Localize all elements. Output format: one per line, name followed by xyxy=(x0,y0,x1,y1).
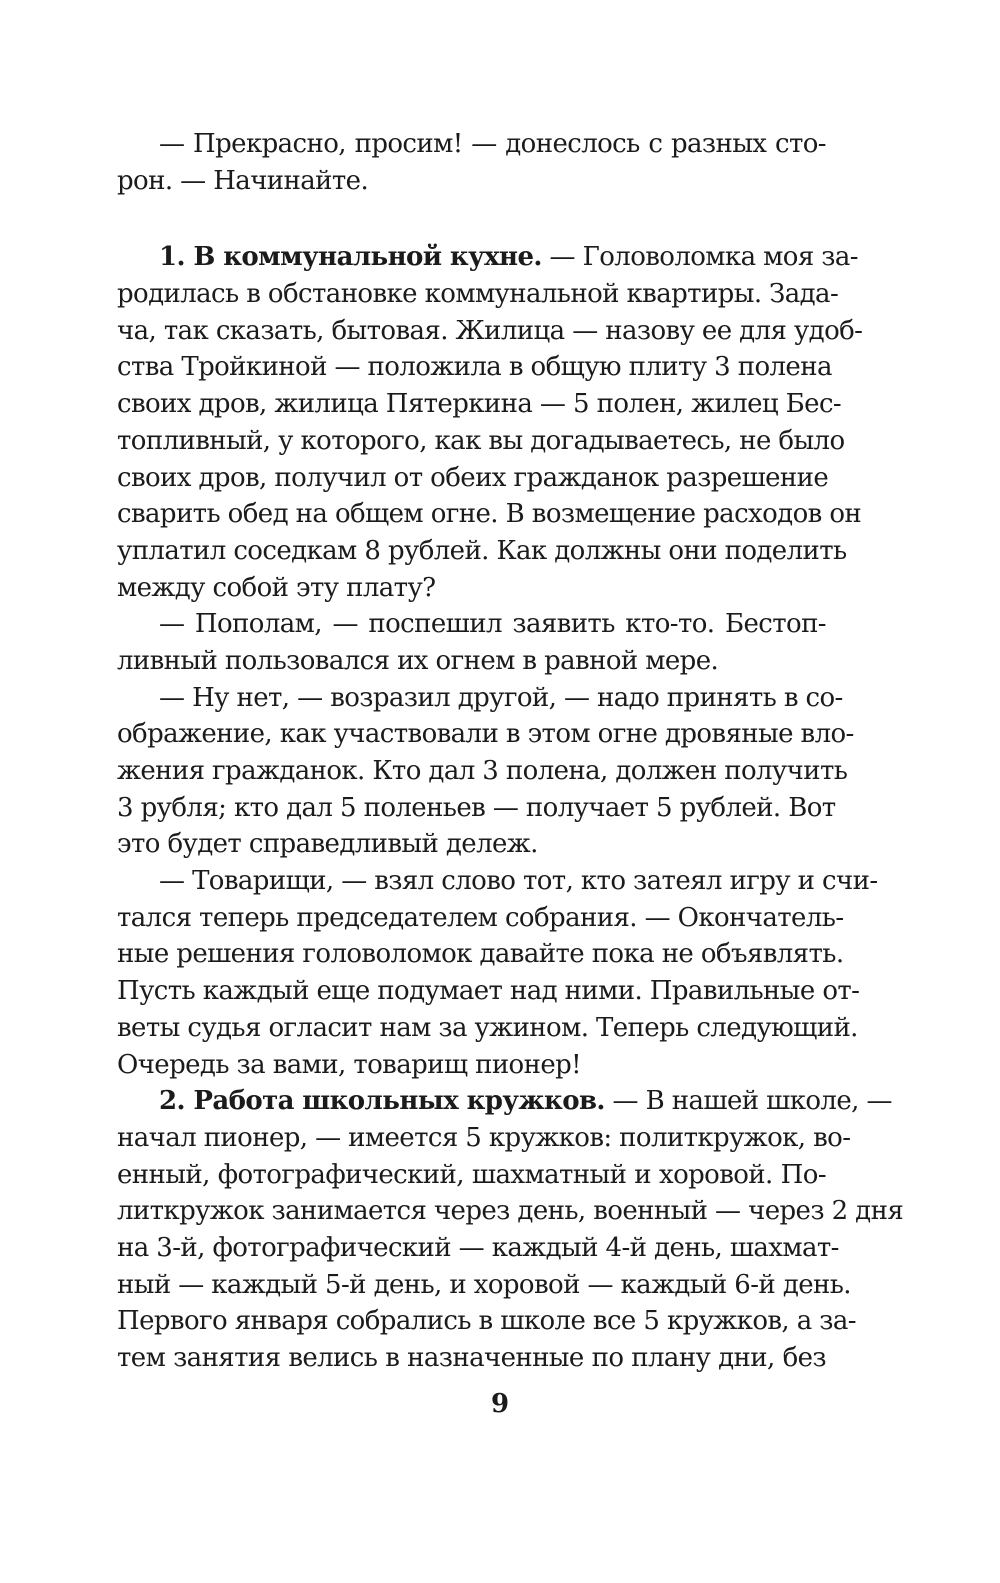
text-line: ливный пользовался их огнем в равной мере. xyxy=(117,645,719,676)
text-line: — Ну нет, — возразил другой, — надо принять в со- xyxy=(159,682,843,713)
text-line: веты судья огласит нам за ужином. Теперь следующий. xyxy=(117,1012,858,1043)
text-line: своих дров, получил от обеих гражданок разрешение xyxy=(117,462,829,493)
text-line: ображение, как участвовали в этом огне дровяные вло- xyxy=(117,719,854,750)
paragraph-gap xyxy=(117,199,826,239)
text-line: — Пополам, — поспешил заявить кто-то. Бестоп- xyxy=(159,609,826,640)
page-number: 9 xyxy=(490,1389,510,1419)
section-heading-line xyxy=(117,239,858,276)
text-line: ные решения головоломок давайте пока не объявлять. xyxy=(117,939,844,970)
section-title-rest: — Головоломка моя за- xyxy=(541,242,858,273)
text-line: топливный, у которого, как вы догадываетесь, не было xyxy=(117,425,845,456)
text-line: 3 рубля; кто дал 5 поленьев — получает 5 рублей. Вот xyxy=(117,792,836,823)
text-line: тался теперь председателем собрания. — Окончатель- xyxy=(117,902,844,933)
text-line: рон. — Начинайте. xyxy=(117,165,369,196)
section-title: 2. Работа школьных кружков. xyxy=(159,1086,605,1117)
text-line: родилась в обстановке коммунальной квартиры. Зада- xyxy=(117,279,839,310)
section-heading-line xyxy=(117,1083,892,1120)
text-line: ный — каждый 5-й день, и хоровой — каждый 6-й день. xyxy=(117,1269,851,1300)
text-line: уплатил соседкам 8 рублей. Как должны они поделить xyxy=(117,535,847,566)
body-text xyxy=(117,126,904,1377)
text-line: — Прекрасно, просим! — донеслось с разных сто- xyxy=(159,129,826,159)
section-title-rest: — В нашей школе, — xyxy=(604,1086,892,1117)
text-line: сварить обед на общем огне. В возмещение расходов он xyxy=(117,499,862,530)
text-line: Очередь за вами, товарищ пионер! xyxy=(117,1049,582,1080)
text-line: тем занятия велись в назначенные по плану дни, без xyxy=(117,1343,826,1373)
text-line: это будет справедливый дележ. xyxy=(117,829,538,860)
text-line: начал пионер, — имеется 5 кружков: политкружок, во- xyxy=(117,1122,851,1153)
text-line: ства Тройкиной — положила в общую плиту 3 полена xyxy=(117,352,832,383)
text-line: енный, фотографический, шахматный и хоровой. По- xyxy=(117,1159,826,1190)
text-line: литкружок занимается через день, военный — через 2 дня xyxy=(117,1196,904,1227)
text-line: своих дров, жилица Пятеркина — 5 полен, жилец Бес- xyxy=(117,389,842,420)
text-line: на 3-й, фотографический — каждый 4-й день, шахмат- xyxy=(117,1232,839,1263)
text-line: жения гражданок. Кто дал 3 полена, должен получить xyxy=(117,756,848,786)
text-line: Пусть каждый еще подумает над ними. Правильные от- xyxy=(117,976,860,1007)
text-line: ча, так сказать, бытовая. Жилица — назову ее для удоб- xyxy=(117,315,863,346)
text-line: между собой эту плату? xyxy=(117,572,436,603)
section-title: 1. В коммунальной кухне. xyxy=(159,242,542,273)
text-line: — Товарищи, — взял слово тот, кто затеял игру и счи- xyxy=(159,866,878,897)
text-line: Первого января собрались в школе все 5 кружков, а за- xyxy=(117,1306,856,1337)
